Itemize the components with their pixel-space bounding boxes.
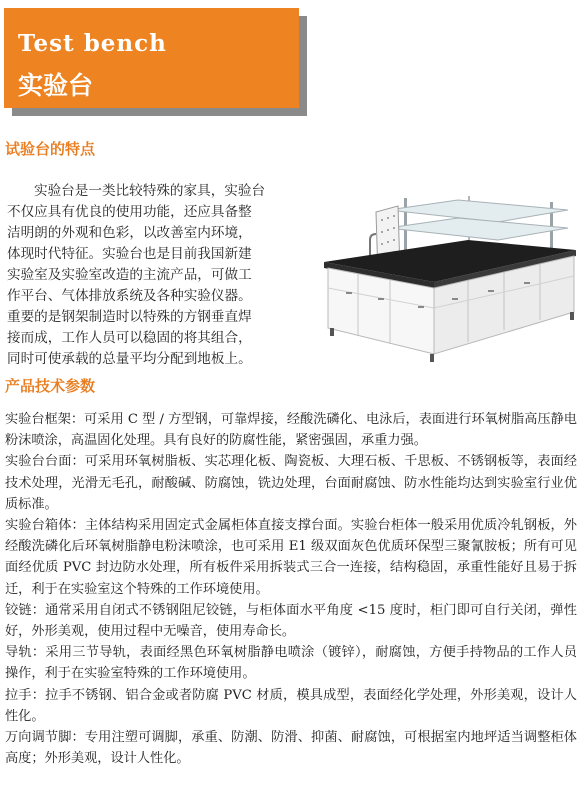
features-line: 不仅应具有优良的使用功能，还应具备整 <box>7 204 252 220</box>
spec-item-hinge: 铰链：通常采用自闭式不锈钢阻尼铰链，与柜体面水平角度 <15 度时，柜门即可自行关闭，弹性好，外形美观，使用过程中无噪音，使用寿命长。 <box>5 602 577 640</box>
lab-bench-image <box>318 188 580 366</box>
features-line: 重要的是钢架制造时以特殊的方钢垂直焊 <box>7 309 252 325</box>
features-line: 接而成，工作人员可以稳固的将其组合， <box>7 330 252 346</box>
title-chinese: 实验台 <box>18 71 94 100</box>
specs-list <box>5 409 577 769</box>
specs-heading: 产品技术参数 <box>5 377 96 395</box>
features-line: 同时可使承载的总量平均分配到地板上。 <box>7 351 252 367</box>
spec-item-worktop: 实验台台面：可采用环氧树脂板、实芯理化板、陶瓷板、大理石板、千思板、不锈钢板等，表面经技术处理，光滑无毛孔，耐酸碱、防腐蚀，铣边处理，台面耐腐蚀、防水性能均达到实验室行业优质标准。 <box>5 454 577 512</box>
title-box <box>4 8 299 108</box>
features-line: 体现时代特征。实验台也是目前我国新建 <box>7 246 252 262</box>
features-paragraph <box>7 181 299 370</box>
spec-item-rail: 导轨：采用三节导轨，表面经黑色环氧树脂静电喷涂（镀锌），耐腐蚀，方便手持物品的工作人员操作，利于在实验室特殊的工作环境使用。 <box>5 645 577 682</box>
features-heading: 试验台的特点 <box>5 140 96 158</box>
spec-item-cabinet: 实验台箱体：主体结构采用固定式金属柜体直接支撑台面。实验台柜体一般采用优质冷轧钢板，外经酸洗磷化后环氧树脂静电粉沫喷涂，也可采用 E1 级双面灰色优质环保型三聚氰胺板；所有可见面经优质 PVC 封边防水处理，所有板件采用拆装式三合一连接，结构稳固，承重性能好且易于拆迁，利于在实验室这个特殊的工作环境使用。 <box>5 518 577 597</box>
features-line: 作平台、气体排放系统及各种实验仪器。 <box>7 288 252 304</box>
spec-item-foot: 万向调节脚：专用注塑可调脚，承重、防潮、防滑、抑菌、耐腐蚀，可根据室内地坪适当调整柜体高度；外形美观，设计人性化。 <box>5 730 577 767</box>
features-line: 实验室及实验室改造的主流产品，可做工 <box>7 267 252 283</box>
spec-item-handle: 拉手：拉手不锈钢、铝合金或者防腐 PVC 材质，模具成型，表面经化学处理，外形美观，设计人性化。 <box>5 687 577 724</box>
title-english: Test bench <box>18 30 167 57</box>
spec-item-frame: 实验台框架：可采用 C 型 / 方型钢，可靠焊接，经酸洗磷化、电泳后，表面进行环氧树脂高压静电粉沫喷涂，高温固化处理。具有良好的防腐性能，紧密强固，承重力强。 <box>5 412 577 449</box>
features-line: 实验台是一类比较特殊的家具，实验台 <box>34 183 266 199</box>
features-line: 洁明朗的外观和色彩，以改善室内环境， <box>7 225 252 241</box>
